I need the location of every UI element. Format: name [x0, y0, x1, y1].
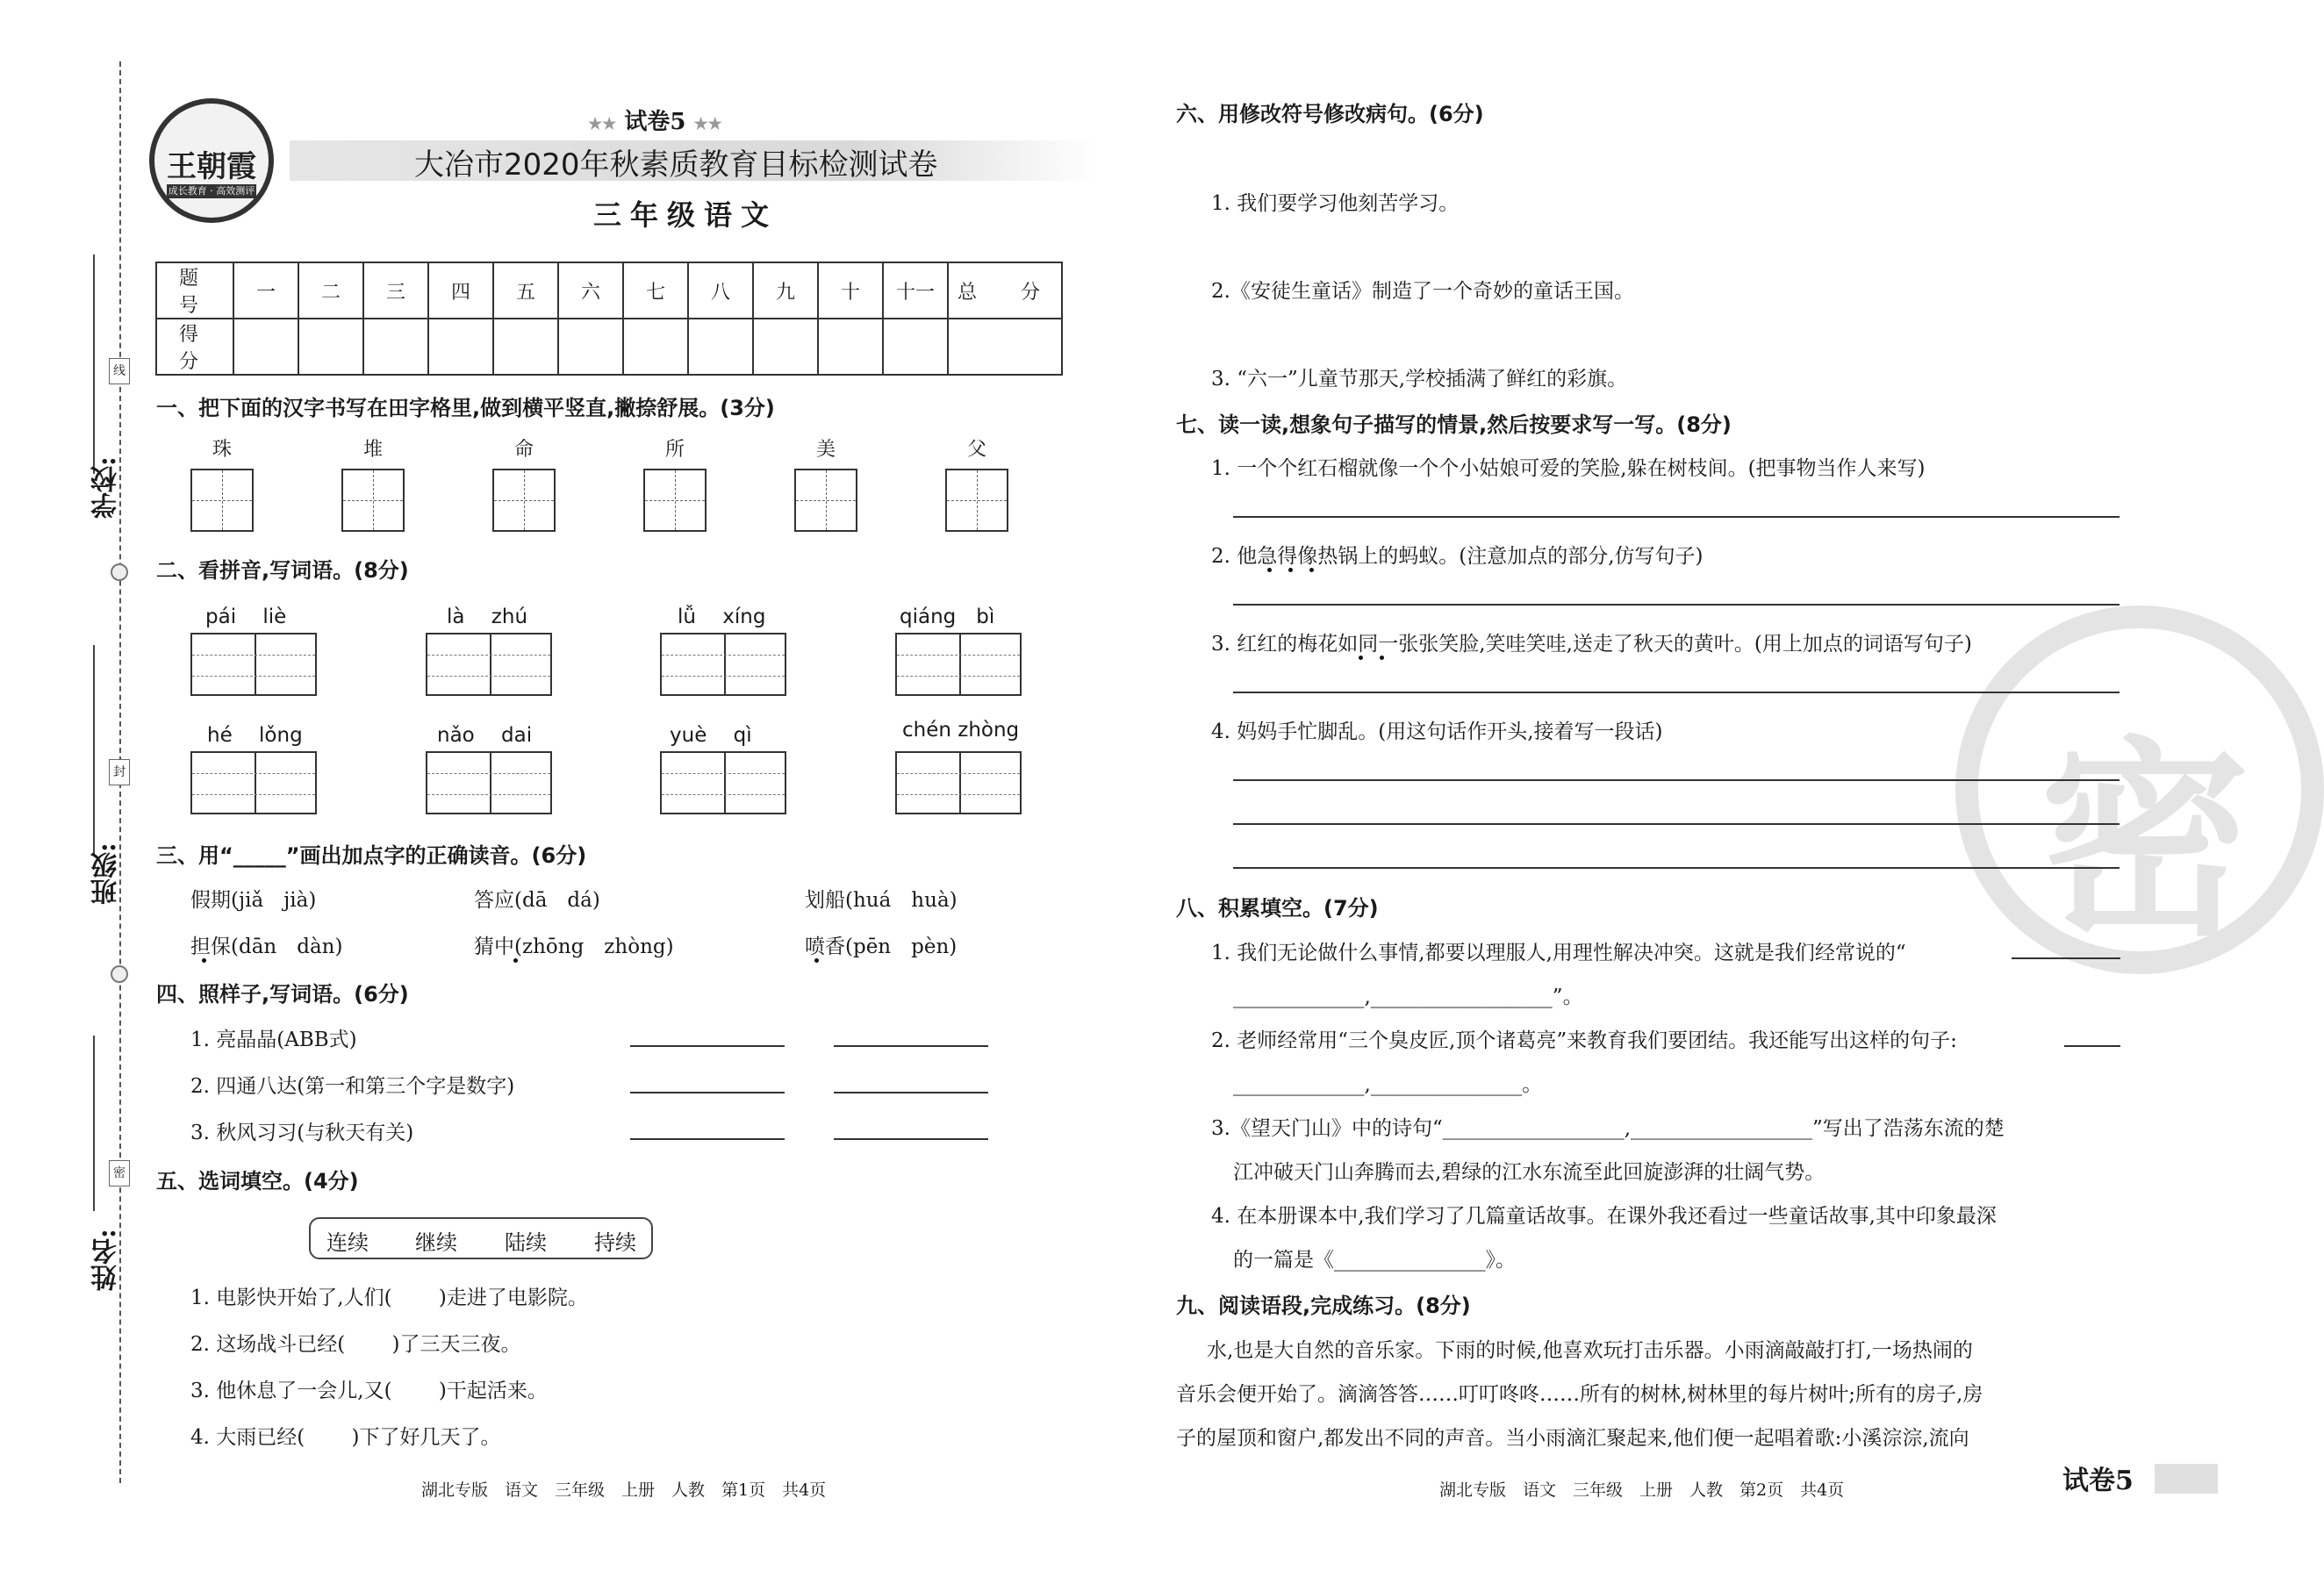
word-choice: 连续 [326, 1230, 369, 1255]
q3-item: 假期(jiǎ jià) [190, 889, 317, 912]
q5-item: 2. 这场战斗已经( )了三天三夜。 [190, 1333, 521, 1356]
q6-title: 六、用修改符号修改病句。(6分) [1176, 102, 1484, 126]
score-header-cell: 总 分 [948, 262, 1062, 319]
score-header-row [156, 262, 1062, 319]
q2-title: 二、看拼音,写词语。(8分) [156, 558, 409, 583]
score-cell[interactable] [233, 319, 298, 375]
tianzige-box[interactable] [945, 469, 1008, 532]
pinyin-answer-box[interactable] [660, 633, 786, 696]
emphasis-dot [814, 958, 819, 963]
q2-pinyin: hé lǒng [207, 724, 303, 747]
q9-line: 子的屋顶和窗户,都发出不同的声音。当小雨滴汇聚起来,他们便一起唱着歌:小溪淙淙,流向 [1176, 1427, 1969, 1450]
q6-item: 2.《安徒生童话》制造了一个奇妙的童话王国。 [1211, 280, 1634, 303]
emphasis-dot [1380, 656, 1384, 660]
q8-line: 1. 我们无论做什么事情,都要以理服人,用理性解决冲突。这就是我们经常说的“ [1211, 942, 1906, 964]
q2-pinyin: nǎo dai [437, 724, 533, 747]
answer-line[interactable] [1233, 516, 2120, 518]
word-choice: 持续 [594, 1230, 636, 1255]
corner-bar [2155, 1464, 2218, 1494]
q5-title: 五、选词填空。(4分) [156, 1169, 359, 1194]
brand-logo [149, 98, 274, 223]
q7-item: 3. 红红的梅花如同一张张笑脸,笑哇笑哇,送走了秋天的黄叶。(用上加点的词语写句子) [1211, 633, 1972, 656]
score-header-cell: 一 [233, 262, 298, 319]
tianzige-box[interactable] [643, 469, 707, 532]
q3-item: 答应(dā dá) [474, 889, 600, 912]
tianzige-box[interactable] [794, 469, 857, 532]
seal-mi: 密 [109, 1160, 130, 1186]
seal-watermark-char: 密 [2040, 719, 2251, 964]
score-header-cell: 二 [298, 262, 363, 319]
q7-item: 4. 妈妈手忙脚乱。(用这句话作开头,接着写一段话) [1211, 720, 1663, 743]
score-cell[interactable] [883, 319, 948, 375]
pinyin-answer-box[interactable] [426, 751, 552, 814]
q3-title: 三、用“_____”画出加点字的正确读音。(6分) [156, 843, 587, 868]
q3-item: 猜中(zhōng zhòng) [474, 936, 674, 958]
q2-pinyin: yuè qì [670, 724, 752, 747]
score-header-cell: 题 号 [156, 262, 233, 319]
answer-blank[interactable] [630, 1138, 785, 1140]
pinyin-answer-box[interactable] [895, 633, 1022, 696]
tianzige-box[interactable] [492, 469, 556, 532]
binding-hole-icon [111, 563, 128, 581]
footer-left: 湖北专版 语文 三年级 上册 人教 第1页 共4页 [421, 1480, 827, 1500]
answer-blank[interactable] [2012, 957, 2120, 959]
q8-line: _____________,__________________”。 [1233, 986, 1583, 1008]
q1-char: 美 [815, 439, 836, 461]
seal-watermark [1955, 606, 2324, 974]
word-choice: 继续 [415, 1230, 457, 1255]
q8-line: _____________,_______________。 [1233, 1073, 1543, 1096]
exam-number [588, 104, 722, 136]
q7-item: 1. 一个个红石榴就像一个个小姑娘可爱的笑脸,躲在树枝间。(把事物当作人来写) [1211, 457, 1926, 480]
score-cell[interactable] [493, 319, 558, 375]
star-icon: ★★ [588, 115, 617, 133]
logo-text: 王朝霞 [167, 149, 256, 184]
q7-title: 七、读一读,想象句子描写的情景,然后按要求写一写。(8分) [1176, 412, 1732, 437]
corner-exam-label: 试卷5 [2062, 1466, 2134, 1496]
q6-item: 1. 我们要学习他刻苦学习。 [1211, 192, 1460, 215]
q1-char: 堆 [362, 439, 383, 461]
q5-item: 3. 他休息了一会儿,又( )干起活来。 [190, 1380, 548, 1402]
q3-item: 喷香(pēn pèn) [805, 936, 958, 958]
answer-blank[interactable] [834, 1138, 988, 1140]
q8-line: 4. 在本册课本中,我们学习了几篇童话故事。在课外我还看过一些童话故事,其中印象最深 [1211, 1205, 1997, 1228]
school-line [93, 254, 95, 474]
seal-xian: 线 [109, 358, 130, 384]
score-header-cell: 五 [493, 262, 558, 319]
emphasis-dot [1359, 656, 1363, 660]
q2-pinyin: qiáng bì [900, 606, 995, 628]
answer-line[interactable] [1233, 692, 2120, 693]
answer-blank[interactable] [834, 1045, 988, 1047]
school-label: 学校: [91, 456, 122, 520]
score-row-label: 得 分 [156, 319, 233, 375]
answer-blank[interactable] [2064, 1045, 2120, 1047]
q9-line: 音乐会便开始了。滴滴答答……叮叮咚咚……所有的树林,树林里的每片树叶;所有的房子,房 [1176, 1383, 1983, 1406]
q2-pinyin: lǚ xíng [678, 606, 766, 628]
q3-item: 划船(huá huà) [805, 889, 958, 912]
score-cell[interactable] [948, 319, 1062, 375]
name-line [93, 1036, 95, 1211]
class-line [93, 645, 95, 856]
emphasis-dot [1309, 568, 1314, 572]
q4-item: 1. 亮晶晶(ABB式) [190, 1029, 357, 1051]
score-header-cell: 六 [558, 262, 623, 319]
score-cell[interactable] [818, 319, 883, 375]
q9-line: 水,也是大自然的音乐家。下雨的时候,他喜欢玩打击乐器。小雨滴敲敲打打,一场热闹的 [1207, 1339, 1973, 1362]
q8-line: 的一篇是《_______________》。 [1233, 1249, 1516, 1272]
score-header-cell: 十一 [883, 262, 948, 319]
exam-subtitle: 三年级语文 [593, 198, 778, 232]
pinyin-answer-box[interactable] [190, 751, 317, 814]
emphasis-dot [202, 958, 206, 963]
score-header-cell: 十 [818, 262, 883, 319]
q1-char: 父 [966, 439, 986, 461]
q5-item: 4. 大雨已经( )下了好几天了。 [190, 1426, 501, 1449]
q4-item: 3. 秋风习习(与秋天有关) [190, 1122, 414, 1144]
score-header-cell: 七 [623, 262, 688, 319]
pinyin-answer-box[interactable] [895, 751, 1022, 814]
answer-line[interactable] [1233, 779, 2120, 781]
score-cell[interactable] [623, 319, 688, 375]
answer-blank[interactable] [630, 1045, 785, 1047]
score-header-cell: 四 [428, 262, 493, 319]
score-cell[interactable] [363, 319, 428, 375]
seal-feng: 封 [109, 759, 130, 785]
score-header-cell: 三 [363, 262, 428, 319]
exam-label: 试卷5 [624, 109, 686, 135]
name-label: 姓名: [91, 1229, 122, 1292]
q8-line: 江冲破天门山奔腾而去,碧绿的江水东流至此回旋澎湃的壮阔气势。 [1233, 1161, 1825, 1184]
q7-item: 2. 他急得像热锅上的蚂蚁。(注意加点的部分,仿写句子) [1211, 545, 1704, 568]
q4-title: 四、照样子,写词语。(6分) [156, 982, 409, 1007]
score-cell[interactable] [688, 319, 753, 375]
q8-line: 3.《望天门山》中的诗句“__________________,__________________”写出了浩荡东流的楚 [1211, 1117, 2005, 1140]
class-label: 班级: [91, 842, 122, 906]
tianzige-box[interactable] [341, 469, 405, 532]
q6-item: 3. “六一”儿童节那天,学校插满了鲜红的彩旗。 [1211, 368, 1628, 391]
q1-char: 命 [513, 439, 534, 461]
emphasis-dot [1267, 568, 1272, 572]
score-header-cell: 八 [688, 262, 753, 319]
score-value-row [156, 319, 1062, 375]
answer-blank[interactable] [630, 1092, 785, 1093]
score-cell[interactable] [558, 319, 623, 375]
q1-char: 所 [664, 439, 685, 461]
q9-title: 九、阅读语段,完成练习。(8分) [1176, 1294, 1471, 1318]
answer-blank[interactable] [834, 1092, 988, 1093]
q5-item: 1. 电影快开始了,人们( )走进了电影院。 [190, 1287, 588, 1309]
emphasis-dot [1288, 568, 1293, 572]
binding-hole-icon [111, 965, 128, 983]
tianzige-box[interactable] [190, 469, 254, 532]
logo-subtext: 成长教育 · 高效测评 [168, 185, 255, 197]
answer-line[interactable] [1233, 867, 2120, 869]
pinyin-answer-box[interactable] [660, 751, 786, 814]
q8-line: 2. 老师经常用“三个臭皮匠,顶个诸葛亮”来教育我们要团结。我还能写出这样的句子: [1211, 1029, 1957, 1052]
answer-line[interactable] [1233, 823, 2120, 825]
pinyin-answer-box[interactable] [190, 633, 317, 696]
footer-right: 湖北专版 语文 三年级 上册 人教 第2页 共4页 [1439, 1480, 1845, 1500]
score-cell[interactable] [298, 319, 363, 375]
q2-pinyin: là zhú [447, 606, 528, 628]
star-icon: ★★ [693, 115, 722, 133]
emphasis-dot [513, 958, 518, 963]
q1-char: 珠 [212, 439, 232, 461]
answer-line[interactable] [1233, 604, 2120, 606]
score-header-cell: 九 [753, 262, 818, 319]
word-choice: 陆续 [505, 1230, 547, 1255]
score-table [155, 262, 1063, 376]
score-cell[interactable] [753, 319, 818, 375]
exam-title: 大冶市2020年秋素质教育目标检测试卷 [414, 147, 938, 183]
q2-pinyin: chén zhòng [902, 719, 1020, 742]
score-cell[interactable] [428, 319, 493, 375]
q8-title: 八、积累填空。(7分) [1176, 896, 1379, 921]
q2-pinyin: pái liè [205, 606, 287, 628]
q3-item: 担保(dān dàn) [190, 936, 343, 958]
q1-title: 一、把下面的汉字书写在田字格里,做到横平竖直,撇捺舒展。(3分) [156, 396, 775, 420]
q4-item: 2. 四通八达(第一和第三个字是数字) [190, 1075, 515, 1098]
pinyin-answer-box[interactable] [426, 633, 552, 696]
